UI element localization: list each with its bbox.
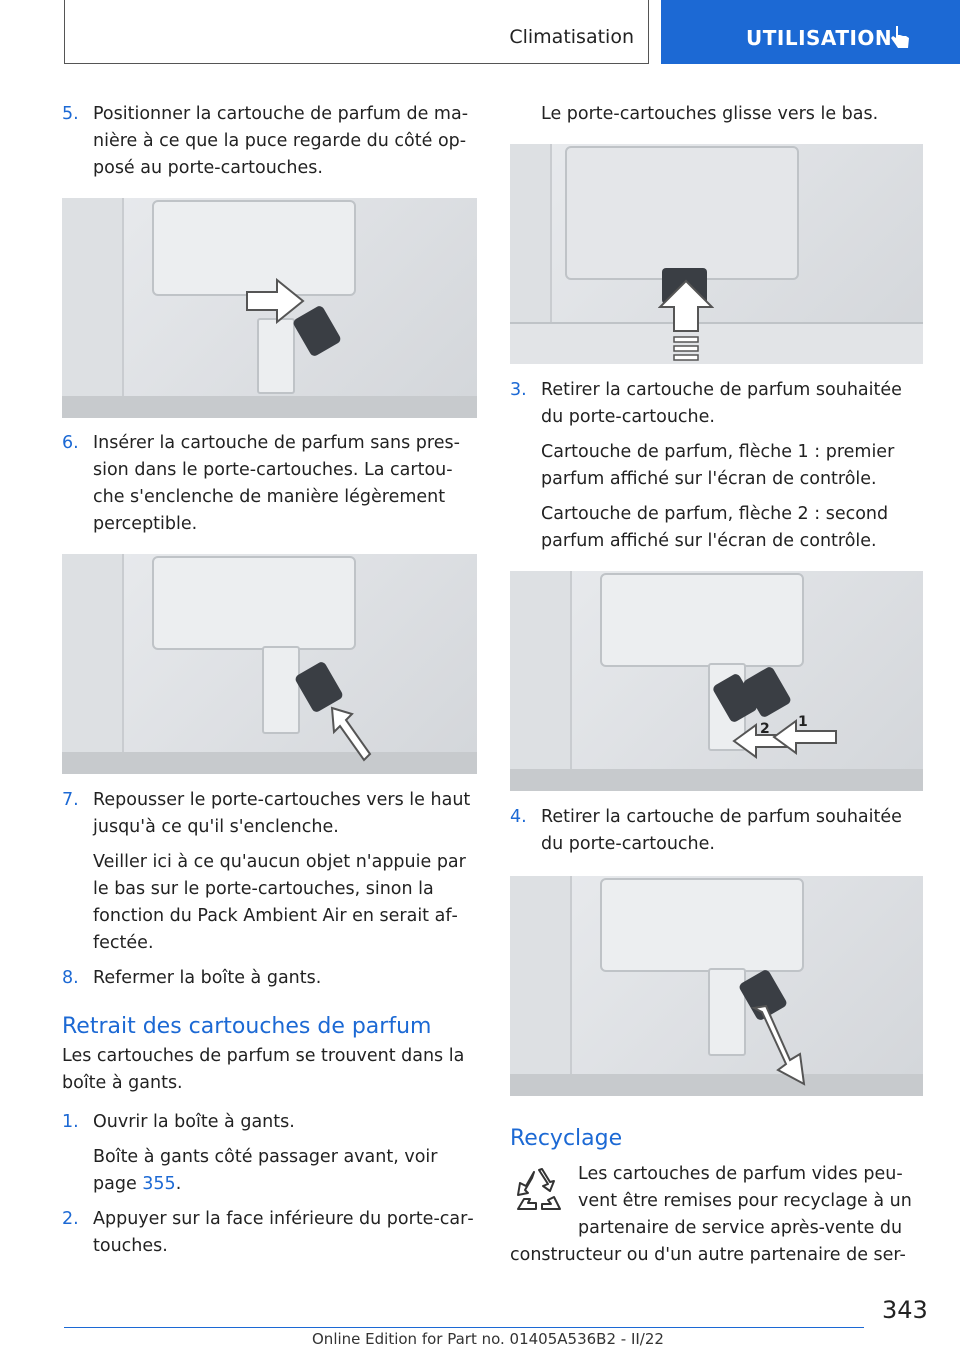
section-intro: Les cartouches de parfum se trouvent dans la boîte à gants. <box>62 1046 465 1093</box>
section-heading-recyclage: Recyclage <box>510 1126 623 1151</box>
arrow-label-1: 1 <box>798 714 808 730</box>
step-text: Insérer la cartouche de parfum sans pression dans le porte-cartouches. La cartouche s'enclenche de manière légèrement perceptible. <box>93 433 460 534</box>
page-number: 343 <box>882 1296 928 1324</box>
step-text: Repousser le porte-cartouches vers le haut jusqu'à ce qu'il s'enclenche. <box>93 790 471 837</box>
recycle-icon <box>514 1167 564 1213</box>
left-column <box>62 101 477 1260</box>
step-8 <box>62 965 477 992</box>
arrow-right-icon <box>245 278 305 324</box>
recycle-text-content: Les cartouches de parfum vides peuvent être remises pour recyclage à un partenaire de service après-vente du constructeur ou d'un autre partenaire de ser- <box>510 1164 912 1265</box>
right-column <box>510 101 925 1269</box>
removal-step-1-note <box>62 1144 477 1198</box>
note-text-end: . <box>175 1174 182 1194</box>
removal-step-1 <box>62 1109 477 1136</box>
double-arrow-left-icon <box>732 711 842 763</box>
header-chapter-title: UTILISATION <box>746 26 893 50</box>
step-number: 4. <box>510 807 527 827</box>
continuation-text: Le porte-cartouches glisse vers le bas. <box>541 104 879 124</box>
recycle-text <box>510 1161 925 1269</box>
hand-pointer-icon <box>889 24 911 50</box>
removal-step-4 <box>510 804 925 858</box>
step-number: 6. <box>62 433 79 453</box>
arrow-up-left-icon <box>328 704 376 766</box>
header-section-box <box>64 0 649 64</box>
step-number: 5. <box>62 104 79 124</box>
step-number: 1. <box>62 1112 79 1132</box>
removal-step-2 <box>62 1206 477 1260</box>
footer-edition: Online Edition for Part no. 01405A536B2 - II/22 <box>312 1330 664 1348</box>
figure-cartridge-position <box>62 198 477 418</box>
step-text: Ouvrir la boîte à gants. <box>93 1112 295 1132</box>
removal-step-3-note-2: Cartouche de parfum, flèche 2 : second parfum affiché sur l'écran de contrôle. <box>541 504 889 551</box>
step-number: 8. <box>62 968 79 988</box>
figure-cartridge-remove <box>510 876 923 1096</box>
step-number: 3. <box>510 380 527 400</box>
recycle-block <box>510 1161 925 1269</box>
page-link-355[interactable]: 355 <box>142 1174 176 1194</box>
section-heading-retrait: Retrait des cartouches de parfum <box>62 1014 432 1039</box>
figure-holder-slides-down <box>510 144 923 364</box>
step-6 <box>62 430 477 538</box>
figure-cartridge-insert <box>62 554 477 774</box>
header-section-title: Climatisation <box>509 26 634 48</box>
figure-cartridge-arrows <box>510 571 923 791</box>
step-text: Appuyer sur la face inférieure du porte-cartouches. <box>93 1209 474 1256</box>
arrow-down-right-icon <box>748 1004 810 1088</box>
step-number: 2. <box>62 1209 79 1229</box>
step-text: Retirer la cartouche de parfum souhaitée du porte-cartouche. <box>541 380 902 427</box>
step-7-note: Veiller ici à ce qu'aucun objet n'appuie par le bas sur le porte-cartouches, sinon la fonction du Pack Ambient Air en serait affectée. <box>93 852 466 953</box>
step-text: Positionner la cartouche de parfum de manière à ce que la puce regarde du côté opposé au porte-cartouches. <box>93 104 469 178</box>
step-7 <box>62 787 477 841</box>
step-text: Refermer la boîte à gants. <box>93 968 322 988</box>
header-chapter-box <box>661 0 960 64</box>
step-text: Retirer la cartouche de parfum souhaitée du porte-cartouche. <box>541 807 902 854</box>
arrow-label-2: 2 <box>760 721 770 737</box>
footer-divider <box>64 1327 864 1328</box>
step-number: 7. <box>62 790 79 810</box>
arrow-up-icon <box>658 279 714 363</box>
removal-step-3 <box>510 377 925 431</box>
removal-step-3-note-1: Cartouche de parfum, flèche 1 : premier parfum affiché sur l'écran de contrôle. <box>541 442 895 489</box>
step-5 <box>62 101 477 182</box>
note-text: Boîte à gants côté passager avant, voir page <box>93 1147 438 1194</box>
